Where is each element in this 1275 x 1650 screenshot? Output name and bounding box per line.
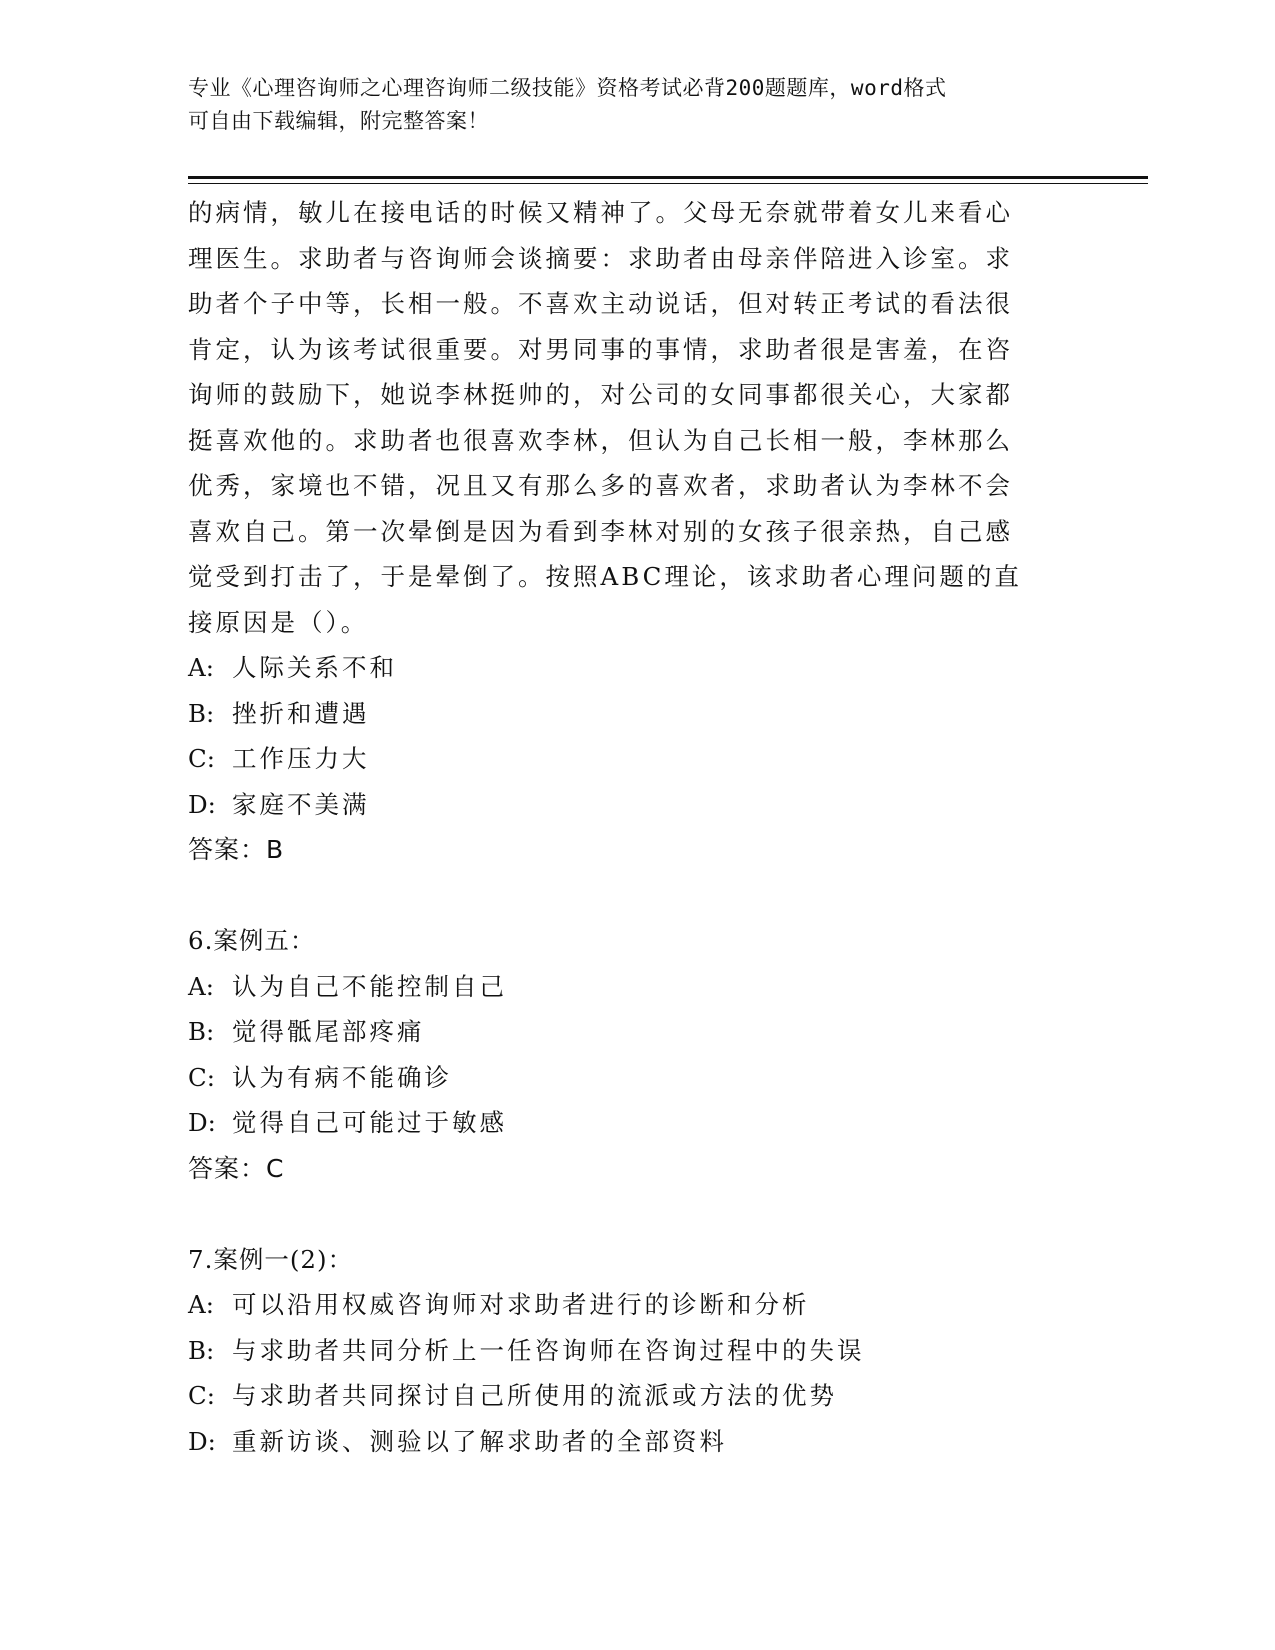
option-text: 家庭不美满 [232,789,370,819]
question-5-stem [188,190,1088,645]
question-6-title: 6.案例五： [188,926,316,955]
stem-line: 觉受到打击了，于是晕倒了。按照ABC理论，该求助者心理问题的直 [188,562,1022,591]
option-d [188,1419,1088,1465]
option-key: B: [188,1017,215,1046]
option-d [188,782,1088,828]
option-key: D: [188,1426,216,1456]
spacer [188,1192,1088,1237]
stem-line: 理医生。求助者与咨询师会谈摘要：求助者由母亲伴陪进入诊室。求 [188,243,1013,273]
option-d [188,1100,1088,1146]
option-key: C: [188,1381,216,1410]
document-body [188,190,1088,1464]
option-text: 挫折和遭遇 [232,698,370,728]
option-text: 认为有病不能确诊 [232,1062,452,1092]
option-text: 认为自己不能控制自己 [232,971,507,1001]
option-b [188,1328,1088,1374]
option-text: 工作压力大 [232,744,370,773]
stem-line: 肯定，认为该考试很重要。对男同事的事情，求助者很是害羞，在咨 [188,334,1013,364]
option-text: 重新访谈、测验以了解求助者的全部资料 [232,1426,727,1456]
option-a [188,645,1088,691]
option-key: C: [188,1062,216,1092]
header-line-2: 可自由下载编辑，附完整答案！ [188,109,489,133]
option-text: 可以沿用权威咨询师对求助者进行的诊断和分析 [232,1290,810,1319]
option-text: 与求助者共同探讨自己所使用的流派或方法的优势 [232,1381,837,1410]
option-key: B: [188,698,215,728]
stem-line: 接原因是（）。 [188,607,369,637]
option-c [188,736,1088,782]
option-text: 人际关系不和 [232,653,397,682]
option-a [188,964,1088,1010]
option-b [188,691,1088,737]
option-a [188,1282,1088,1328]
stem-line: 优秀，家境也不错，况且又有那么多的喜欢者，求助者认为李林不会 [188,471,1013,500]
spacer [188,873,1088,918]
option-c [188,1373,1088,1419]
option-key: A: [188,653,214,682]
option-key: B: [188,1335,215,1365]
header-rule-thick [188,176,1148,179]
stem-line: 喜欢自己。第一次晕倒是因为看到李林对别的女孩子很亲热，自己感 [188,516,1013,546]
stem-line: 挺喜欢他的。求助者也很喜欢李林，但认为自己长相一般，李林那么 [188,425,1013,455]
page-header [188,72,1068,138]
question-7-title: 7.案例一(2)： [188,1244,354,1274]
option-b [188,1009,1088,1055]
question-6-answer: 答案：C [188,1153,285,1183]
option-text: 与求助者共同分析上一任咨询师在咨询过程中的失误 [232,1335,865,1365]
stem-line: 询师的鼓励下，她说李林挺帅的，对公司的女同事都很关心，大家都 [188,380,1013,409]
option-text: 觉得骶尾部疼痛 [232,1017,425,1046]
option-key: C: [188,744,216,773]
option-text: 觉得自己可能过于敏感 [232,1108,507,1137]
question-5-answer: 答案：B [188,835,285,864]
option-key: A: [188,1290,214,1319]
stem-line: 助者个子中等，长相一般。不喜欢主动说话，但对转正考试的看法很 [188,289,1013,318]
header-rule-thin [188,183,1148,184]
option-key: D: [188,789,216,819]
option-c [188,1055,1088,1101]
option-key: D: [188,1108,216,1137]
header-line-1: 专业《心理咨询师之心理咨询师二级技能》资格考试必背200题题库，word格式 [188,76,947,100]
stem-line: 的病情，敏儿在接电话的时候又精神了。父母无奈就带着女儿来看心 [188,198,1013,227]
option-key: A: [188,971,214,1001]
